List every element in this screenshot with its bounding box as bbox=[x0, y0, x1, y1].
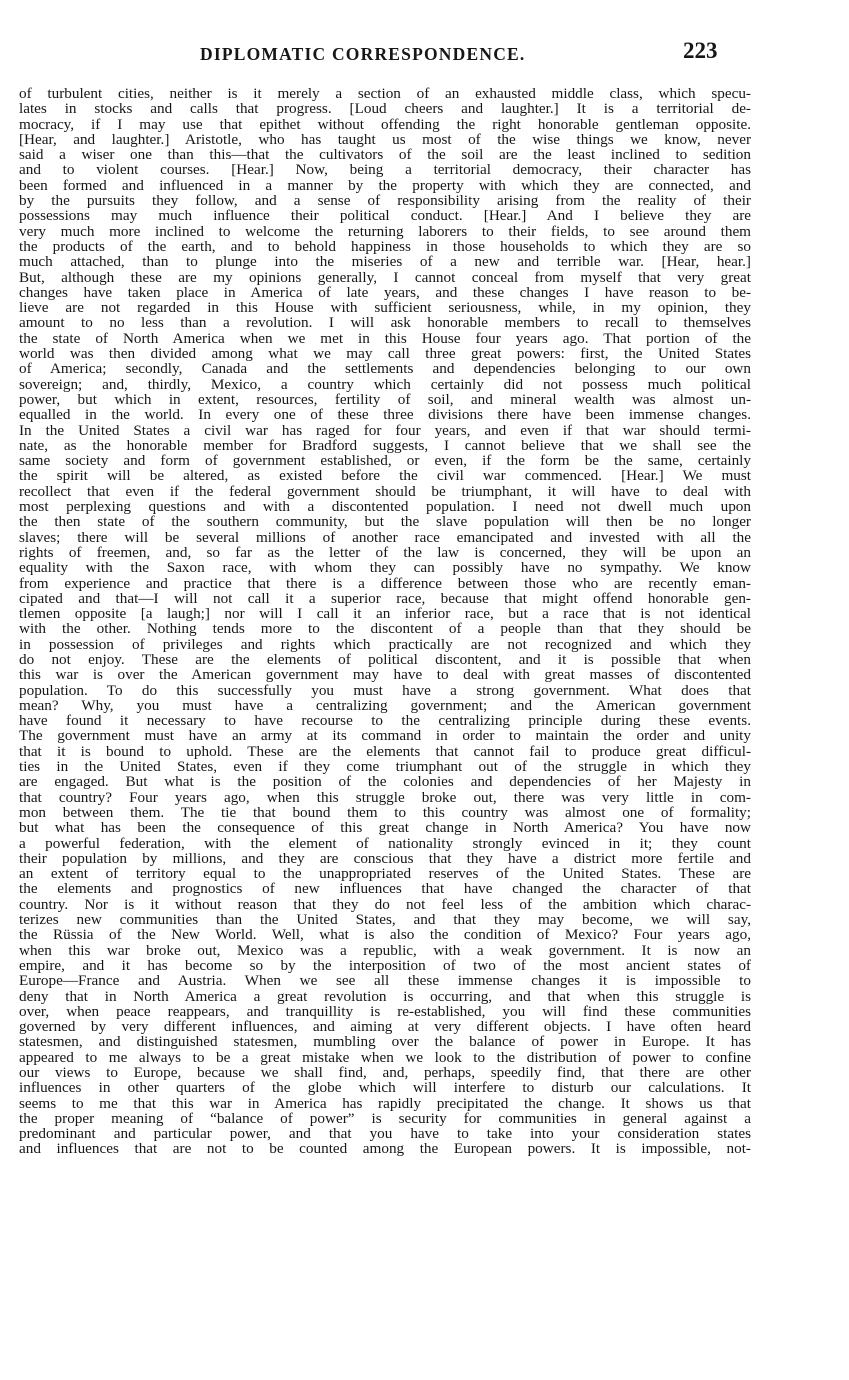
text-line: world was then divided among what we may call three great powers: first, the United States bbox=[19, 346, 751, 362]
page-number: 223 bbox=[683, 38, 718, 63]
text-line: ties in the United States, even if they come triumphant out of the struggle in which they bbox=[19, 759, 751, 775]
text-line: amount to no less than a revolution. I will ask honorable members to recall to themselves bbox=[19, 315, 751, 331]
text-line: are engaged. But what is the position of the colonies and dependencies of her Majesty in bbox=[19, 774, 751, 790]
text-line: by the pursuits they follow, and a sense of responsibility arising from the reality of their bbox=[19, 193, 751, 209]
text-line: mocracy, if I may use that epithet without offending the right honorable gentleman opposite. bbox=[19, 116, 751, 132]
text-line: recollect that even if the federal government should be triumphant, it will have to deal with bbox=[19, 483, 751, 500]
page-header bbox=[0, 38, 849, 68]
text-line: equality with the Saxon race, with whom they can possibly have no sympathy. We know bbox=[19, 560, 751, 576]
text-line: terizes new communities than the United States, and that they may become, we will say, bbox=[19, 912, 751, 928]
text-line: in possession of privileges and rights which practically are not recognized and which they bbox=[19, 636, 751, 652]
text-line: of turbulent cities, neither is it merely a section of an exhausted middle class, which specu- bbox=[19, 86, 751, 102]
text-line: that country? Four years ago, when this struggle broke out, there was very little in com- bbox=[19, 789, 751, 805]
text-line: mean? Why, you must have a centralizing government; and the American government bbox=[19, 697, 751, 714]
text-line: predominant and particular power, and that you have to take into your consideration states bbox=[19, 1126, 751, 1142]
text-line: The government must have an army at its command in order to maintain the order and unity bbox=[19, 728, 751, 744]
text-line: Europe—France and Austria. When we see all these immense changes it is impossible to bbox=[19, 973, 751, 989]
text-line: and to violent courses. [Hear.] Now, being a territorial democracy, their character has bbox=[19, 162, 751, 178]
text-line: [Hear, and laughter.] Aristotle, who has taught us most of the wise things we know, never bbox=[19, 131, 751, 148]
text-line: their population by millions, and they are conscious that they have a district more fertile and bbox=[19, 850, 751, 867]
text-line: the elements and prognostics of new influences that have changed the character of that bbox=[19, 881, 751, 897]
text-line: cipated and that—I will not call it a superior race, because that might offend honorable gen- bbox=[19, 590, 751, 607]
text-line: been formed and influenced in a manner by the property with which they are connected, and bbox=[19, 177, 751, 194]
text-line: empire, and it has become so by the interposition of two of the most ancient states of bbox=[19, 957, 751, 974]
running-head: DIPLOMATIC CORRESPONDENCE. bbox=[200, 44, 526, 64]
text-line: have found it necessary to have recourse to the centralizing principle during these events. bbox=[19, 713, 751, 729]
text-line: much attached, than to plunge into the miseries of a new and terrible war. [Hear, hear.] bbox=[19, 254, 751, 270]
text-line: same society and form of government established, or even, if the form be the same, certainly bbox=[19, 453, 751, 469]
text-line: In the United States a civil war has raged for four years, and even if that war should termi- bbox=[19, 422, 751, 438]
text-line: lieve are not regarded in this House with sufficient seriousness, while, in my opinion, they bbox=[19, 300, 751, 316]
text-line: the spirit will be altered, as existed before the civil war commenced. [Hear.] We must bbox=[19, 468, 751, 484]
text-line: tlemen opposite [a laugh;] nor will I call it an inferior race, but a race that is not identical bbox=[19, 606, 751, 622]
text-line: nate, as the honorable member for Bradford suggests, I cannot believe that we shall see the bbox=[19, 437, 751, 454]
text-line: statesmen, and distinguished statesmen, mumbling over the balance of power in Europe. It has bbox=[19, 1034, 751, 1050]
body-text bbox=[19, 86, 751, 1157]
text-line: power, but which in extent, resources, fertility of soil, and mineral wealth was almost un- bbox=[19, 391, 751, 408]
text-line: appeared to me always to be a great mistake when we look to the distribution of power to confine bbox=[19, 1049, 751, 1065]
text-line: when this war broke out, Mexico was a republic, with a weak government. It is now an bbox=[19, 942, 751, 958]
text-line: slaves; there will be several millions of another race emancipated and invested with all the bbox=[19, 529, 751, 545]
text-line: the products of the earth, and to behold happiness in those households to which they are so bbox=[19, 238, 751, 255]
text-line: rights of freemen, and, so far as the letter of the law is concerned, they will be upon an bbox=[19, 544, 751, 561]
text-line: changes have taken place in America of late years, and these changes I have reason to be- bbox=[19, 284, 751, 301]
text-line: over, when peace reappears, and tranquillity is re-established, you will find these communities bbox=[19, 1003, 751, 1020]
text-line: equalled in the world. In every one of these three divisions there have been immense changes. bbox=[19, 407, 751, 423]
text-line: and influences that are not to be counted among the European powers. It is impossible, not- bbox=[19, 1141, 751, 1157]
text-line: But, although these are my opinions generally, I cannot conceal from myself that very great bbox=[19, 269, 751, 285]
text-line: lates in stocks and calls that progress. [Loud cheers and laughter.] It is a territorial de- bbox=[19, 101, 751, 117]
text-line: the state of North America when we met in this House four years ago. That portion of the bbox=[19, 330, 751, 347]
text-line: deny that in North America a great revolution is occurring, and that when this struggle is bbox=[19, 988, 751, 1004]
text-line: governed by very different influences, and aiming at very different objects. I have often heard bbox=[19, 1019, 751, 1035]
text-line: very much more inclined to welcome the returning laborers to their fields, to see around them bbox=[19, 223, 751, 239]
text-line: the then state of the southern community, but the slave population will then be no longer bbox=[19, 514, 751, 530]
text-line: with the other. Nothing tends more to the discontent of a people than that they should be bbox=[19, 621, 751, 637]
text-line: population. To do this successfully you must have a strong government. What does that bbox=[19, 682, 751, 698]
text-line: possessions may much influence their political conduct. [Hear.] And I believe they are bbox=[19, 208, 751, 224]
text-line: an extent of territory equal to the unappropriated reserves of the United States. These are bbox=[19, 866, 751, 882]
text-line: most perplexing questions and with a discontented population. I need not dwell much upon bbox=[19, 499, 751, 515]
text-line: this war is over the American government may have to deal with great masses of discontented bbox=[19, 667, 751, 683]
text-line: do not enjoy. These are the elements of political discontent, and it is possible that when bbox=[19, 651, 751, 668]
text-line: mon between them. The tie that bound them to this country was almost one of formality; bbox=[19, 804, 751, 821]
text-line: the Rüssia of the New World. Well, what is also the condition of Mexico? Four years ago, bbox=[19, 927, 751, 943]
text-line: sovereign; and, thirdly, Mexico, a country which certainly did not possess much political bbox=[19, 376, 751, 392]
text-line: the proper meaning of “balance of power” is security for communities in general against a bbox=[19, 1110, 751, 1127]
text-line: our views to Europe, because we shall find, and, perhaps, speedily find, that there are other bbox=[19, 1065, 751, 1081]
text-line: influences in other quarters of the globe which will interfere to disturb our calculations. It bbox=[19, 1080, 751, 1096]
text-line: from experience and practice that there is a difference between those who are recently eman- bbox=[19, 575, 751, 591]
text-line: country. Nor is it without reason that they do not feel less of the ambition which charac- bbox=[19, 896, 751, 913]
text-line: seems to me that this war in America has rapidly precipitated the change. It shows us that bbox=[19, 1095, 751, 1111]
text-line: of America; secondly, Canada and the settlements and dependencies belonging to our own bbox=[19, 361, 751, 377]
text-line: a powerful federation, with the element of nationality strongly evinced in it; they count bbox=[19, 835, 751, 851]
text-line: that it is bound to uphold. These are the elements that cannot fail to produce great difficul- bbox=[19, 743, 751, 760]
text-line: said a wiser one than this—that the cultivators of the soil are the least inclined to sedition bbox=[19, 147, 751, 163]
text-line: but what has been the consequence of this great change in North America? You have now bbox=[19, 820, 751, 836]
